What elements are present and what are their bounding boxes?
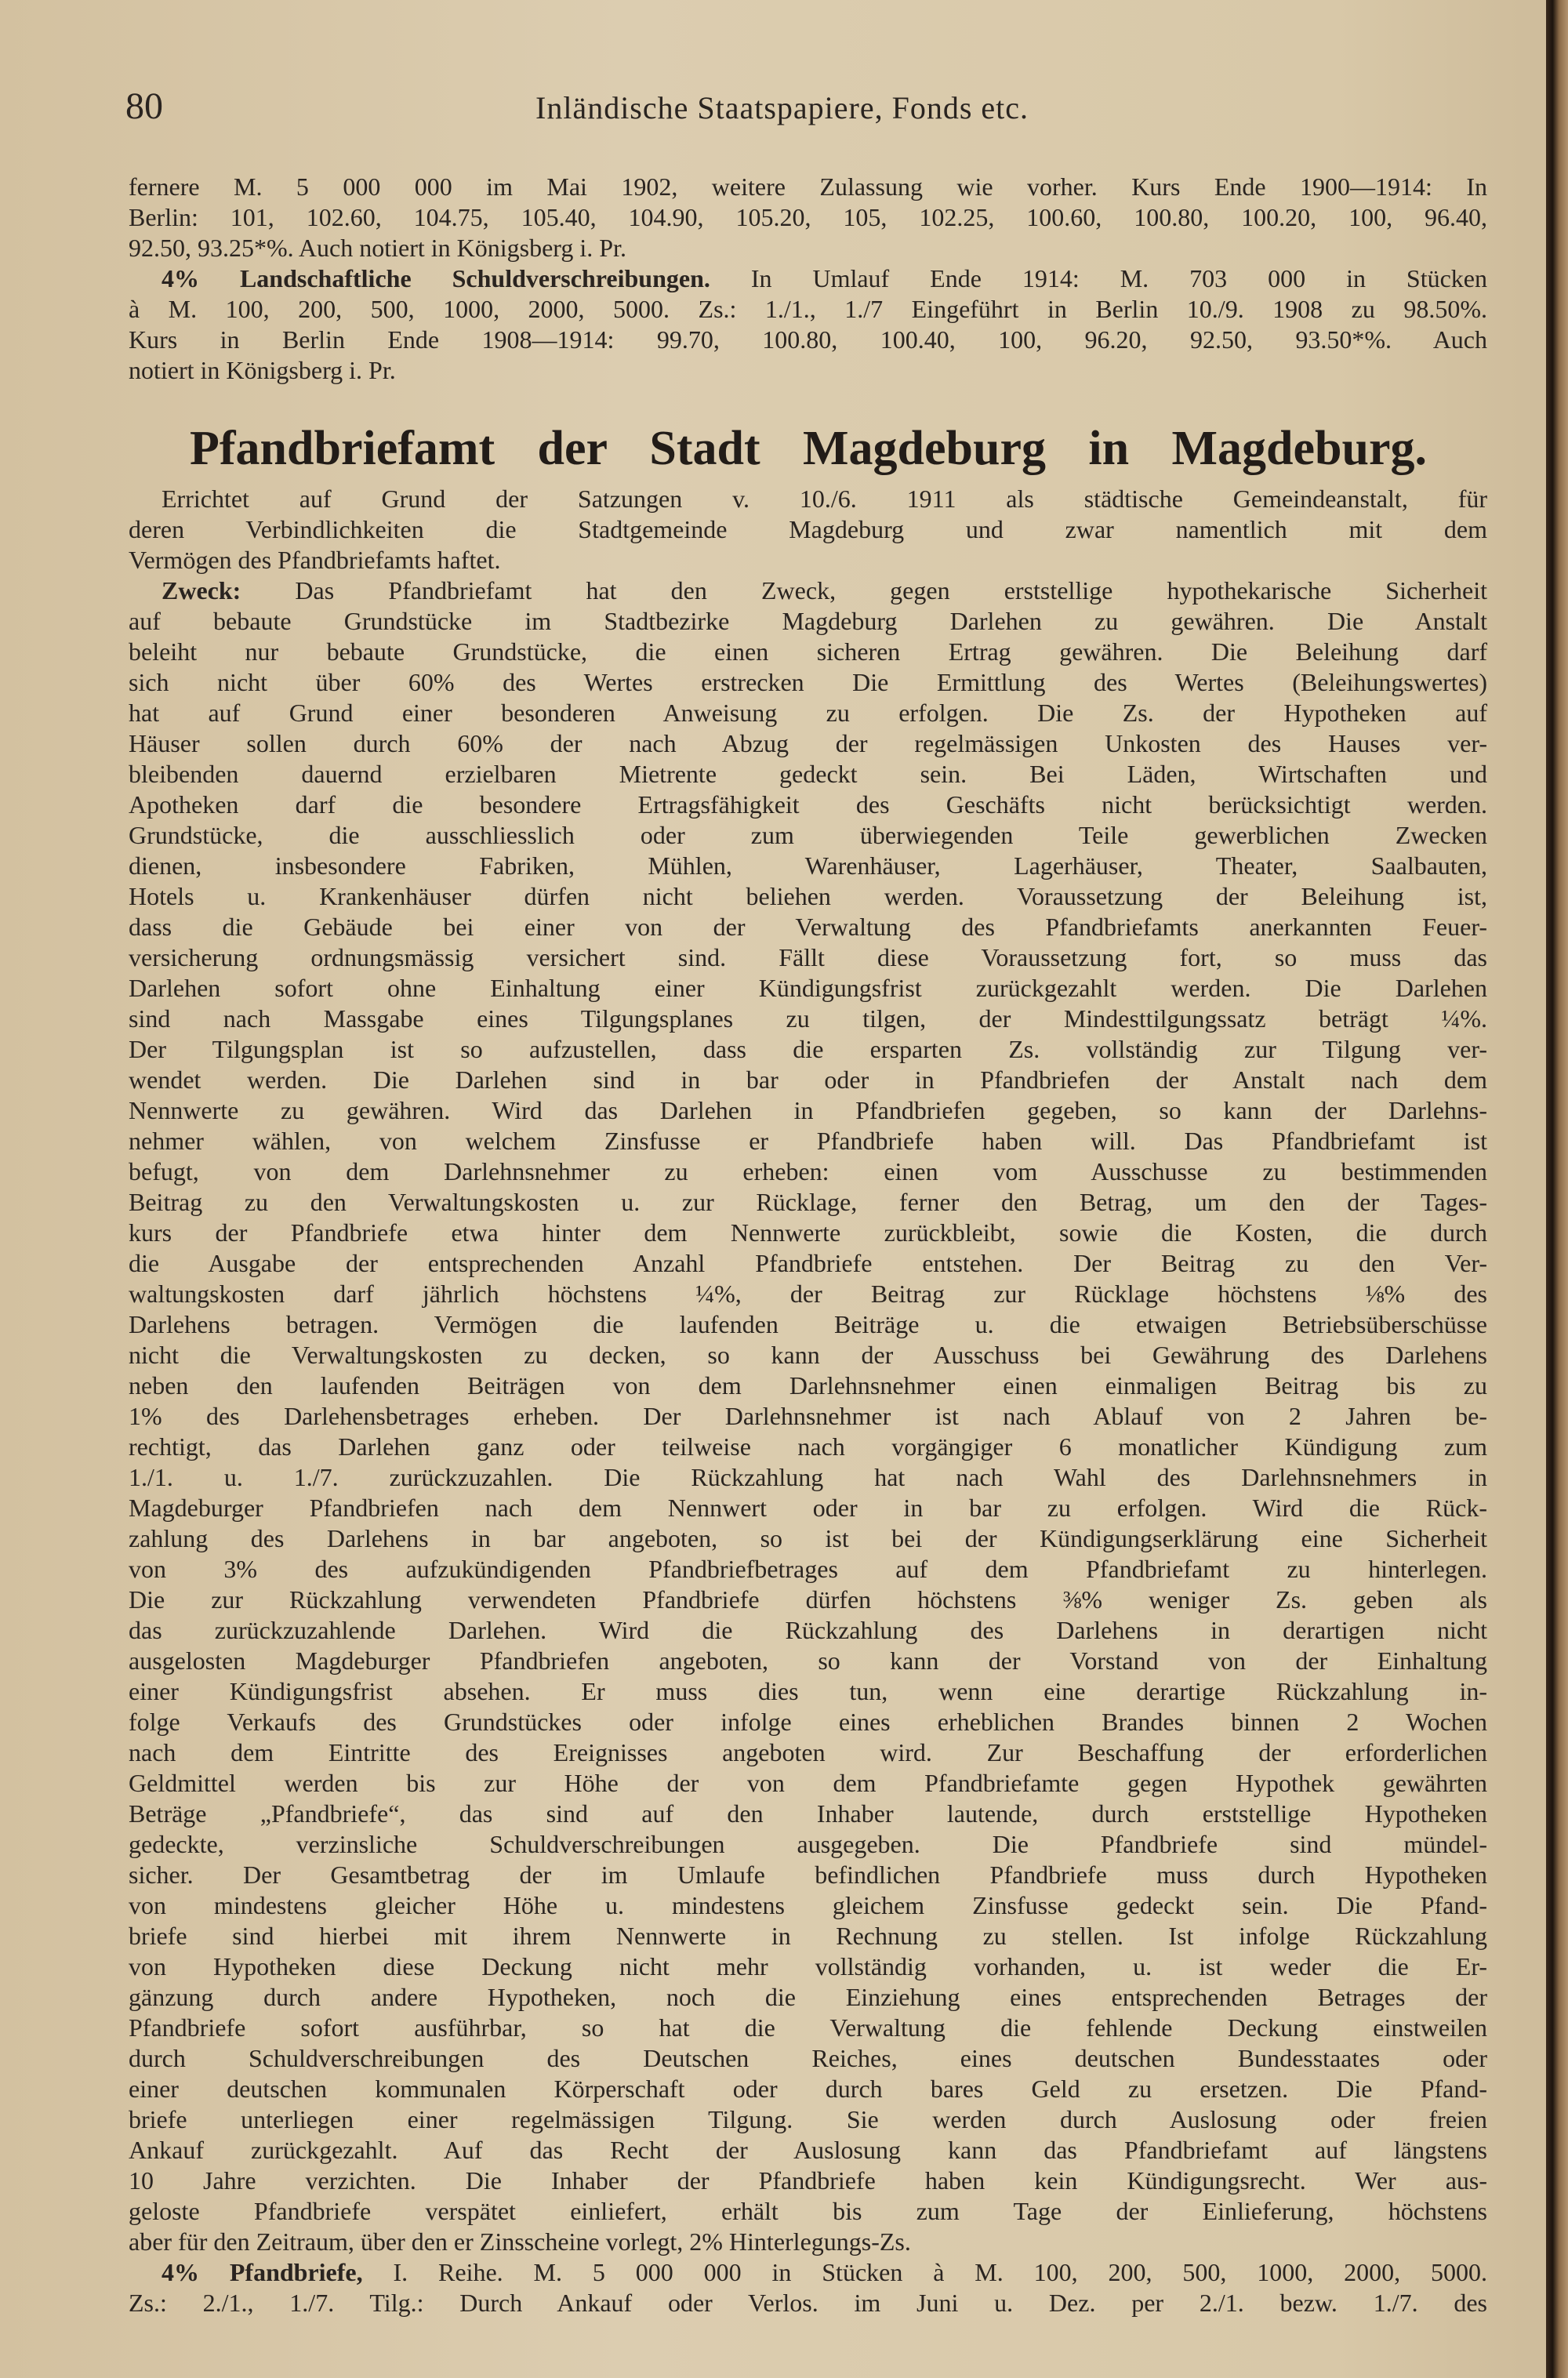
line-text: wendet werden. Die Darlehen sind in bar oder in Pfandbriefen der Anstalt nach dem (129, 1066, 1487, 1094)
line-text: Pfandbriefe sofort ausführbar, so hat die Verwaltung die fehlende Deckung einstweilen (129, 2013, 1487, 2042)
text-line (129, 1371, 1487, 1401)
line-text: dienen, insbesondere Fabriken, Mühlen, Warenhäuser, Lagerhäuser, Theater, Saalbauten, (129, 851, 1487, 880)
text-line (129, 355, 1487, 386)
text-line (129, 1982, 1487, 2013)
line-text: hat auf Grund einer besonderen Anweisung zu erfolgen. Die Zs. der Hypotheken auf (129, 699, 1487, 727)
line-text: nicht die Verwaltungskosten zu decken, so kann der Ausschuss bei Gewährung des Darlehens (129, 1341, 1487, 1369)
line-text: Häuser sollen durch 60% der nach Abzug der regelmässigen Unkosten des Hauses ver- (129, 729, 1487, 757)
text-line (129, 1340, 1487, 1371)
line-text: beleiht nur bebaute Grundstücke, die einen sicheren Ertrag gewähren. Die Beleihung darf (129, 637, 1487, 666)
line-text: deren Verbindlichkeiten die Stadtgemeinde Magdeburg und zwar namentlich mit dem (129, 515, 1487, 543)
text-line (129, 575, 1487, 606)
text-line (129, 172, 1487, 202)
body-text (129, 484, 1487, 2318)
line-text: aber für den Zeitraum, über den er Zinsscheine vorlegt, 2% Hinterlegungs-Zs. (129, 2227, 911, 2256)
text-line (129, 1585, 1487, 1615)
text-line (129, 2166, 1487, 2196)
line-text: einer deutschen kommunalen Körperschaft oder durch bares Geld zu ersetzen. Die Pfand- (129, 2075, 1487, 2103)
text-line (129, 1279, 1487, 1309)
text-line (129, 1860, 1487, 1890)
line-text: Die zur Rückzahlung verwendeten Pfandbriefe dürfen höchstens ⅜% weniger Zs. geben als (129, 1585, 1487, 1614)
line-text: In Umlauf Ende 1914: M. 703 000 in Stücken (710, 264, 1488, 292)
line-text: briefe sind hierbei mit ihrem Nennwerte in Rechnung zu stellen. Ist infolge Rückzahlung (129, 1922, 1487, 1950)
text-line (129, 2013, 1487, 2043)
line-text: Hotels u. Krankenhäuser dürfen nicht beliehen werden. Voraussetzung der Beleihung ist, (129, 882, 1487, 910)
text-line (129, 2227, 1487, 2257)
book-spine-edge (1546, 0, 1568, 2378)
line-text: befugt, von dem Darlehnsnehmer zu erheben: einen vom Ausschusse zu bestimmenden (129, 1157, 1487, 1185)
text-line (129, 1218, 1487, 1248)
line-text: neben den laufenden Beiträgen von dem Darlehnsnehmer einen einmaligen Beitrag bis zu (129, 1371, 1487, 1400)
text-line (129, 545, 1487, 575)
text-line (129, 1921, 1487, 1951)
line-text: Berlin: 101, 102.60, 104.75, 105.40, 104.90, 105.20, 105, 102.25, 100.60, 100.80, 100.20, 100, 96.40, (129, 203, 1487, 231)
line-text: rechtigt, das Darlehen ganz oder teilweise nach vorgängiger 6 monatlicher Kündigung zum (129, 1432, 1487, 1461)
top-section (129, 172, 1487, 386)
text-line (129, 1462, 1487, 1493)
text-line (129, 202, 1487, 233)
line-text: Kurs in Berlin Ende 1908—1914: 99.70, 100.80, 100.40, 100, 96.20, 92.50, 93.50*%. Auch (129, 325, 1487, 354)
line-text: 92.50, 93.25*%. Auch notiert in Königsberg i. Pr. (129, 234, 626, 262)
line-text: kurs der Pfandbriefe etwa hinter dem Nennwerte zurückbleibt, sowie die Kosten, die durch (129, 1218, 1487, 1247)
line-text: Zs.: 2./1., 1./7. Tilg.: Durch Ankauf oder Verlos. im Juni u. Dez. per 2./1. bezw. 1./7. des (129, 2289, 1487, 2317)
text-line (129, 1401, 1487, 1432)
line-text: folge Verkaufs des Grundstückes oder infolge eines erheblichen Brandes binnen 2 Wochen (129, 1708, 1487, 1736)
line-text: Errichtet auf Grund der Satzungen v. 10./6. 1911 als städtische Gemeindeanstalt, für (162, 485, 1487, 513)
line-text: 1./1. u. 1./7. zurückzuzahlen. Die Rückzahlung hat nach Wahl des Darlehnsnehmers in (129, 1463, 1487, 1491)
text-line (129, 606, 1487, 637)
text-line (129, 942, 1487, 973)
line-text: I. Reihe. M. 5 000 000 in Stücken à M. 100, 200, 500, 1000, 2000, 5000. (362, 2258, 1488, 2286)
line-text: Beträge „Pfandbriefe“, das sind auf den Inhaber lautende, durch erststellige Hypotheken (129, 1799, 1487, 1828)
text-line (129, 1493, 1487, 1523)
text-line (129, 728, 1487, 759)
text-line (129, 1768, 1487, 1799)
text-line (129, 1156, 1487, 1187)
line-text: gedeckte, verzinsliche Schuldverschreibungen ausgegeben. Die Pfandbriefe sind mündel- (129, 1830, 1487, 1858)
line-text: Magdeburger Pfandbriefen nach dem Nennwert oder in bar zu erfolgen. Wird die Rück- (129, 1494, 1487, 1522)
text-line (129, 1309, 1487, 1340)
line-text: briefe unterliegen einer regelmässigen Tilgung. Sie werden durch Auslosung oder freien (129, 2105, 1487, 2133)
bold-lead: Zweck: (162, 576, 241, 604)
text-line (129, 1004, 1487, 1034)
text-line (129, 2257, 1487, 2288)
text-line (129, 1646, 1487, 1676)
text-line (129, 912, 1487, 942)
text-line (129, 637, 1487, 667)
line-text: gänzung durch andere Hypotheken, noch die Einziehung eines entsprechenden Betrages der (129, 1983, 1487, 2011)
text-line (129, 2104, 1487, 2135)
line-text: Nennwerte zu gewähren. Wird das Darlehen in Pfandbriefen gegeben, so kann der Darlehns- (129, 1096, 1487, 1124)
text-line (129, 2074, 1487, 2104)
text-line (129, 1523, 1487, 1554)
text-line (129, 1554, 1487, 1585)
text-line (129, 1065, 1487, 1095)
text-line (129, 1829, 1487, 1860)
text-line (129, 1951, 1487, 1982)
text-line (129, 1707, 1487, 1737)
text-line (129, 1615, 1487, 1646)
text-line (129, 325, 1487, 355)
text-line (129, 514, 1487, 545)
text-line (129, 698, 1487, 728)
line-text: Darlehens betragen. Vermögen die laufenden Beiträge u. die etwaigen Betriebsüberschüsse (129, 1310, 1487, 1338)
text-line (129, 2135, 1487, 2166)
text-line (129, 263, 1487, 294)
text-line (129, 294, 1487, 325)
page-number: 80 (125, 85, 163, 127)
text-line (129, 1095, 1487, 1126)
line-text: 1% des Darlehensbetrages erheben. Der Darlehnsnehmer ist nach Ablauf von 2 Jahren be- (129, 1402, 1487, 1430)
line-text: die Ausgabe der entsprechenden Anzahl Pfandbriefe entstehen. Der Beitrag zu den Ver- (129, 1249, 1487, 1277)
text-line (129, 820, 1487, 851)
line-text: Beitrag zu den Verwaltungskosten u. zur Rücklage, ferner den Betrag, um den der Tages- (129, 1188, 1487, 1216)
text-line (129, 233, 1487, 263)
line-text: Der Tilgungsplan ist so aufzustellen, dass die ersparten Zs. vollständig zur Tilgung ver- (129, 1035, 1487, 1063)
text-line (129, 973, 1487, 1004)
line-text: Das Pfandbriefamt hat den Zweck, gegen erststellige hypothekarische Sicherheit (241, 576, 1487, 604)
line-text: Grundstücke, die ausschliesslich oder zum überwiegenden Teile gewerblichen Zwecken (129, 821, 1487, 849)
line-text: nehmer wählen, von welchem Zinsfusse er Pfandbriefe haben will. Das Pfandbriefamt ist (129, 1127, 1487, 1155)
line-text: 10 Jahre verzichten. Die Inhaber der Pfandbriefe haben kein Kündigungsrecht. Wer aus- (129, 2166, 1487, 2195)
text-line (129, 1737, 1487, 1768)
line-text: geloste Pfandbriefe verspätet einliefert, erhält bis zum Tage der Einlieferung, höchstens (129, 2197, 1487, 2225)
text-line (129, 790, 1487, 820)
line-text: von mindestens gleicher Höhe u. mindestens gleichem Zinsfusse gedeckt sein. Die Pfand- (129, 1891, 1487, 1919)
text-line (129, 1187, 1487, 1218)
text-line (129, 1126, 1487, 1156)
text-line (129, 1676, 1487, 1707)
text-line (129, 1034, 1487, 1065)
line-text: fernere M. 5 000 000 im Mai 1902, weitere Zulassung wie vorher. Kurs Ende 1900—1914: In (129, 172, 1487, 201)
line-text: von Hypotheken diese Deckung nicht mehr vollständig vorhanden, u. ist weder die Er- (129, 1952, 1487, 1980)
line-text: Geldmittel werden bis zur Höhe der von dem Pfandbriefamte gegen Hypothek gewährten (129, 1769, 1487, 1797)
text-line (129, 759, 1487, 790)
text-line (129, 851, 1487, 881)
line-text: versicherung ordnungsmässig versichert sind. Fällt diese Voraussetzung fort, so muss das (129, 943, 1487, 971)
running-title: Inländische Staatspapiere, Fonds etc. (535, 90, 1029, 125)
line-text: à M. 100, 200, 500, 1000, 2000, 5000. Zs.: 1./1., 1./7 Eingeführt in Berlin 10./9. 1908 zu 98.50%. (129, 295, 1487, 323)
line-text: Vermögen des Pfandbriefamts haftet. (129, 546, 501, 574)
line-text: sind nach Massgabe eines Tilgungsplanes zu tilgen, der Mindesttilgungssatz beträgt ¼%. (129, 1004, 1487, 1033)
bold-lead: 4% Landschaftliche Schuldverschreibungen. (162, 264, 710, 292)
line-text: notiert in Königsberg i. Pr. (129, 356, 396, 384)
line-text: Darlehen sofort ohne Einhaltung einer Kündigungsfrist zurückgezahlt werden. Die Darlehen (129, 974, 1487, 1002)
text-line (129, 1799, 1487, 1829)
line-text: Apotheken darf die besondere Ertragsfähigkeit des Geschäfts nicht berücksichtigt werden. (129, 790, 1487, 819)
text-line (129, 484, 1487, 514)
text-line (129, 2196, 1487, 2227)
line-text: bleibenden dauernd erzielbaren Mietrente gedeckt sein. Bei Läden, Wirtschaften und (129, 760, 1487, 788)
line-text: durch Schuldverschreibungen des Deutschen Reiches, eines deutschen Bundesstaates oder (129, 2044, 1487, 2072)
text-line (129, 2043, 1487, 2074)
line-text: nach dem Eintritte des Ereignisses angeboten wird. Zur Beschaffung der erforderlichen (129, 1738, 1487, 1766)
line-text: von 3% des aufzukündigenden Pfandbriefbetrages auf dem Pfandbriefamt zu hinterlegen. (129, 1555, 1487, 1583)
line-text: auf bebaute Grundstücke im Stadtbezirke Magdeburg Darlehen zu gewähren. Die Anstalt (129, 607, 1487, 635)
line-text: Ankauf zurückgezahlt. Auf das Recht der Auslosung kann das Pfandbriefamt auf längstens (129, 2136, 1487, 2164)
line-text: das zurückzuzahlende Darlehen. Wird die Rückzahlung des Darlehens in derartigen nicht (129, 1616, 1487, 1644)
section-heading: Pfandbriefamt der Stadt Magdeburg in Magdeburg. (190, 422, 1427, 475)
line-text: sich nicht über 60% des Wertes erstrecken Die Ermittlung des Wertes (Beleihungswertes) (129, 668, 1487, 696)
line-text: waltungskosten darf jährlich höchstens ¼%, der Beitrag zur Rücklage höchstens ⅛% des (129, 1280, 1487, 1308)
line-text: ausgelosten Magdeburger Pfandbriefen angeboten, so kann der Vorstand von der Einhaltung (129, 1646, 1487, 1675)
line-text: sicher. Der Gesamtbetrag der im Umlaufe befindlichen Pfandbriefe muss durch Hypotheken (129, 1861, 1487, 1889)
text-line (129, 881, 1487, 912)
text-line (129, 2288, 1487, 2318)
text-line (129, 1890, 1487, 1921)
line-text: dass die Gebäude bei einer von der Verwaltung des Pfandbriefamts anerkannten Feuer- (129, 913, 1487, 941)
bold-lead: 4% Pfandbriefe, (162, 2258, 363, 2286)
text-line (129, 1432, 1487, 1462)
line-text: zahlung des Darlehens in bar angeboten, so ist bei der Kündigungserklärung eine Sicherheit (129, 1524, 1487, 1552)
text-line (129, 1248, 1487, 1279)
text-line (129, 667, 1487, 698)
line-text: einer Kündigungsfrist absehen. Er muss dies tun, wenn eine derartige Rückzahlung in- (129, 1677, 1487, 1705)
